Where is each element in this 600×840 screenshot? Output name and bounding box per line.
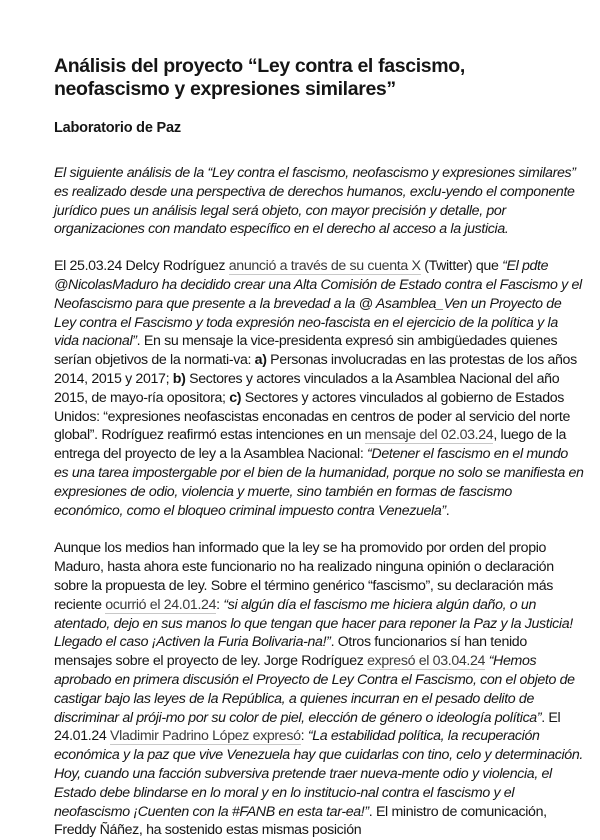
title-line-1: Análisis del proyecto “Ley contra el fascismo, bbox=[54, 55, 465, 77]
text: : bbox=[300, 728, 308, 745]
quote: “Hemos aprobado en primera discusión el Proyecto de Ley Contra el Fascismo, con el objeto de castigar bajo las leyes de la República, a quienes incurran en el pesado delito de discriminar al próji-mo por su color de piel, elección de género o ideología política” bbox=[54, 653, 575, 726]
text: , luego de la entrega del proyecto de ley a la Asamblea Nacional: bbox=[54, 427, 567, 463]
title-line-2: neofascismo y expresiones similares” bbox=[54, 78, 396, 100]
list-label-a: a) bbox=[254, 352, 267, 369]
intro-paragraph: El siguiente análisis de la “Ley contra el fascismo, neofascismo y expresiones similares” es realizado desde una perspectiva de derechos humanos, exclu-yendo el componente jurídico pues un análisis legal será objeto, con mayor precisión y detalle, por organizaciones con mandato específico en el derecho al acceso a la justicia. bbox=[54, 165, 576, 238]
article-title bbox=[54, 55, 584, 101]
link-delcy-tweet[interactable]: anunció a través de su cuenta X bbox=[228, 258, 421, 275]
paragraph-2 bbox=[54, 539, 584, 840]
list-label-b: b) bbox=[172, 370, 186, 387]
quote: “si algún día el fascismo me hiciera algún daño, o un atentado, dejo en sus manos lo que tengan que hacer para reponer la Paz y la Justicia! Llegado el caso ¡Activen la Furia Bolivaria-na!” bbox=[54, 596, 573, 651]
text: (Twitter) que bbox=[420, 258, 503, 275]
text: . bbox=[445, 502, 450, 519]
text: . El 24.01.24 bbox=[54, 709, 561, 745]
text: : bbox=[216, 596, 224, 613]
quote: “La estabilidad política, la recuperación económica y la paz que vive Venezuela hay que cuidarlas con tino, celo y determinación. Hoy, cuando una facción subversiva pretende traer nueva-mente odio y violencia, el Estado debe blindarse en lo moral y en lo institucio-nal contra el fascismo y el neofascismo ¡Cuenten con la #FANB en esta tar-ea!” bbox=[54, 728, 583, 820]
text: Sectores y actores vinculados a la Asamblea Nacional del año 2015, de mayo-ría opositora; bbox=[54, 370, 560, 406]
article-author: Laboratorio de Paz bbox=[54, 120, 181, 136]
article bbox=[54, 55, 584, 840]
link-jorge-rodriguez-030424[interactable]: expresó el 03.04.24 bbox=[367, 653, 486, 670]
quote: “Detener el fascismo en el mundo es una tarea impostergable por el bien de la humanidad, porque no solo se manifiesta en expresiones de odio, violencia y muerte, sino también en formas de fascismo económico, como el bloqueo criminal impuesto contra Venezuela” bbox=[54, 446, 584, 519]
link-padrino-lopez[interactable]: Vladimir Padrino López expresó bbox=[110, 728, 301, 745]
text: . Otros funcionarios sí han tenido mensajes sobre el proyecto de ley. Jorge Rodríguez bbox=[54, 634, 527, 670]
text: Aunque los medios han informado que la ley se ha promovido por orden del propio Maduro, hasta ahora este funcionario no ha realizado ninguna opinión o declaración sobre la propuesta de ley. Sobre el término genérico “fascismo”, su declaración más reciente bbox=[54, 540, 554, 613]
link-maduro-240124[interactable]: ocurrió el 24.01.24 bbox=[105, 596, 217, 613]
paragraph-1 bbox=[54, 257, 584, 520]
text: . El ministro de comunicación, Freddy Ñáñez, ha sostenido estas mismas posición bbox=[54, 803, 547, 839]
text: Sectores y actores vinculados al gobierno de Estados Unidos: “expresiones neofascistas enconadas en centros de poder al servicio del norte global”. Rodríguez reafirmó estas intenciones en un bbox=[54, 389, 570, 444]
link-mensaje-020324[interactable]: mensaje del 02.03.24 bbox=[364, 427, 494, 444]
text: . En su mensaje la vice-presidenta expresó sin ambigüedades quienes serían objetivos de la normati-va: bbox=[54, 333, 558, 369]
quote: “El pdte @NicolasMaduro ha decidido crear una Alta Comisión de Estado contra el Fascismo y el Neofascismo para que presente a la brevedad a la @ Asamblea_Ven un Proyecto de Ley contra el Fascismo y toda expresión neo-fascista en el ejercicio de la política y la vida nacional” bbox=[54, 258, 582, 350]
list-label-c: c) bbox=[229, 389, 242, 406]
text: El 25.03.24 Delcy Rodríguez bbox=[54, 258, 229, 275]
text: Personas involucradas en las protestas de los años 2014, 2015 y 2017; bbox=[54, 352, 577, 387]
